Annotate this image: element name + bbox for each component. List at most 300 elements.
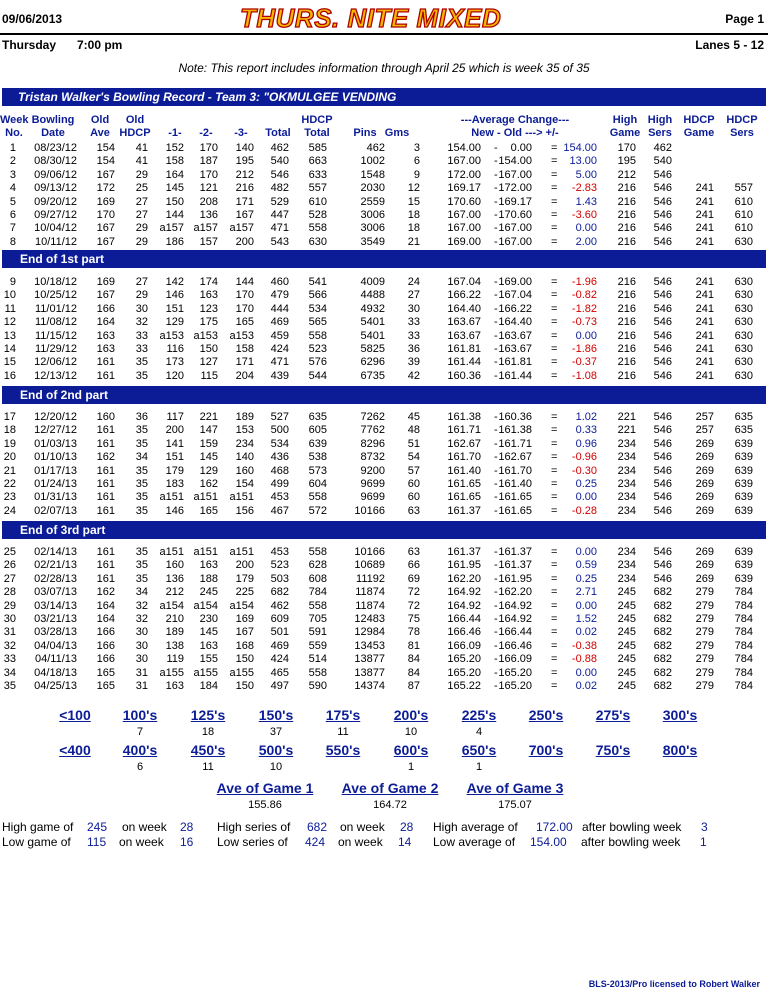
cell-date: 03/21/13 — [34, 613, 77, 625]
game-count-label: 200's — [393, 707, 429, 723]
col-hdcp-total-line2: Total — [304, 127, 330, 139]
cell-new-avg: 167.00 — [447, 155, 481, 168]
avg-equals: = — [551, 666, 558, 679]
cell-old-avg: 163.67 — [498, 343, 532, 355]
cell-total: 529 — [270, 195, 289, 208]
cell-total: 453 — [270, 546, 289, 558]
cell-old-avg: 166.22 — [498, 302, 532, 315]
cell-high-series: 546 — [653, 168, 672, 181]
cell-week: 24 — [3, 504, 16, 517]
cell-game3: 156 — [235, 504, 254, 517]
cell-old-avg: 161.70 — [498, 464, 532, 477]
cell-old-hdcp: 35 — [135, 478, 148, 490]
cell-hdcp-total: 566 — [308, 289, 327, 302]
cell-avg-change: 0.00 — [575, 222, 597, 235]
game-average-label: Ave of Game 3 — [466, 780, 564, 796]
avg-dash: - — [494, 464, 498, 477]
cell-high-game: 234 — [617, 491, 636, 504]
avg-equals: = — [551, 653, 558, 666]
cell-avg-change: 1.43 — [575, 195, 597, 208]
cell-hdcp-series: 784 — [734, 639, 753, 652]
cell-new-avg: 161.44 — [447, 356, 481, 369]
avg-equals: = — [551, 222, 558, 235]
table-row — [0, 613, 768, 625]
cell-hdcp-series: 630 — [734, 356, 753, 369]
cell-game2: 129 — [199, 464, 218, 477]
cell-avg-change: 13.00 — [569, 155, 597, 168]
cell-old-ave: 163 — [96, 329, 115, 342]
cell-high-game: 216 — [617, 209, 636, 221]
cell-game1: 136 — [165, 572, 184, 585]
cell-hdcp-total: 538 — [308, 451, 327, 464]
cell-total: 436 — [270, 451, 289, 464]
game-count-value: 37 — [269, 726, 283, 738]
cell-hdcp-total: 639 — [308, 437, 327, 450]
cell-pins: 9699 — [360, 478, 385, 490]
cell-hdcp-total: 514 — [308, 653, 327, 666]
col-hdcp-game — [680, 114, 718, 140]
high-avg-week-label: after bowling week — [582, 820, 682, 834]
cell-hdcp-total: 605 — [308, 424, 327, 437]
section-bar — [2, 521, 766, 539]
avg-dash: - — [494, 613, 498, 625]
league-time: 7:00 pm — [77, 38, 123, 52]
cell-hdcp-series: 630 — [734, 369, 753, 382]
cell-hdcp-game: 241 — [695, 182, 714, 195]
cell-date: 08/23/12 — [34, 142, 77, 154]
avg-equals: = — [551, 613, 558, 625]
cell-date: 10/04/12 — [34, 222, 77, 235]
avg-dash: - — [494, 329, 498, 342]
cell-hdcp-series: 639 — [734, 437, 753, 450]
table-row — [0, 586, 768, 598]
cell-high-series: 546 — [653, 504, 672, 517]
cell-pins: 14374 — [354, 680, 385, 692]
series-count-label: 550's — [325, 742, 361, 758]
cell-game1: 183 — [165, 478, 184, 490]
avg-equals: = — [551, 356, 558, 369]
table-row — [0, 236, 768, 248]
cell-hdcp-game: 269 — [695, 546, 714, 558]
avg-equals: = — [551, 504, 558, 517]
cell-old-ave: 172 — [96, 182, 115, 195]
avg-dash: - — [494, 546, 498, 558]
avg-equals: = — [551, 680, 558, 692]
col-date — [28, 114, 78, 140]
cell-high-series: 682 — [653, 680, 672, 692]
high-avg-label: High average of — [433, 820, 518, 834]
cell-hdcp-total: 590 — [308, 680, 327, 692]
cell-hdcp-game: 241 — [695, 356, 714, 369]
cell-game3: 169 — [235, 613, 254, 625]
cell-old-avg: 166.44 — [498, 626, 532, 639]
cell-old-hdcp: 31 — [135, 680, 148, 692]
cell-game2: 163 — [199, 289, 218, 302]
series-count-value: 10 — [269, 761, 283, 773]
table-row — [0, 626, 768, 638]
cell-week: 21 — [3, 464, 16, 477]
col-week-line1: Week — [0, 114, 29, 126]
game-count-label: 100's — [122, 707, 158, 723]
cell-high-series: 682 — [653, 626, 672, 639]
cell-hdcp-total: 576 — [308, 356, 327, 369]
cell-date: 02/21/13 — [34, 559, 77, 572]
cell-high-series: 682 — [653, 599, 672, 612]
cell-old-avg: 0.00 — [510, 142, 532, 154]
game-average-label: Ave of Game 2 — [341, 780, 439, 796]
cell-pins: 4488 — [360, 289, 385, 302]
cell-total: 540 — [270, 155, 289, 168]
game-count-label: 225's — [461, 707, 497, 723]
cell-total: 424 — [270, 343, 289, 355]
avg-dash: - — [494, 478, 498, 490]
cell-old-avg: 161.40 — [498, 478, 532, 490]
cell-new-avg: 164.92 — [447, 586, 481, 599]
cell-game2: 221 — [199, 411, 218, 423]
cell-old-hdcp: 27 — [135, 209, 148, 221]
cell-high-game: 234 — [617, 572, 636, 585]
cell-hdcp-series: 630 — [734, 289, 753, 302]
cell-games: 24 — [407, 276, 420, 288]
avg-dash: - — [494, 276, 498, 288]
avg-dash: - — [494, 209, 498, 221]
cell-week: 26 — [3, 559, 16, 572]
cell-hdcp-game: 241 — [695, 302, 714, 315]
col-old-hdcp — [116, 114, 154, 140]
cell-old-avg: 169.17 — [498, 195, 532, 208]
cell-old-ave: 163 — [96, 343, 115, 355]
page-number: Page 1 — [725, 12, 764, 26]
game-count-label: 125's — [190, 707, 226, 723]
cell-game2: a151 — [193, 546, 218, 558]
cell-old-avg: 165.20 — [498, 666, 532, 679]
cell-game1: 146 — [165, 504, 184, 517]
section-title: End of 2nd part — [20, 388, 108, 402]
cell-game2: 170 — [199, 142, 218, 154]
cell-avg-change: 2.71 — [575, 586, 597, 599]
cell-pins: 13453 — [354, 639, 385, 652]
cell-old-ave: 167 — [96, 222, 115, 235]
cell-hdcp-total: 523 — [308, 343, 327, 355]
high-series-week-label: on week — [340, 820, 385, 834]
cell-game3: 179 — [235, 572, 254, 585]
cell-game2: 174 — [199, 276, 218, 288]
cell-new-avg: 166.22 — [447, 289, 481, 302]
cell-old-ave: 161 — [96, 491, 115, 504]
cell-high-game: 234 — [617, 478, 636, 490]
cell-pins: 8732 — [360, 451, 385, 464]
cell-hdcp-game: 269 — [695, 478, 714, 490]
cell-avg-change: 0.02 — [575, 626, 597, 639]
cell-hdcp-series: 639 — [734, 572, 753, 585]
cell-new-avg: 161.37 — [447, 546, 481, 558]
cell-old-avg: 160.36 — [498, 411, 532, 423]
cell-hdcp-series: 784 — [734, 666, 753, 679]
cell-game1: 151 — [165, 302, 184, 315]
cell-new-avg: 161.95 — [447, 559, 481, 572]
cell-games: 18 — [407, 209, 420, 221]
low-avg-label: Low average of — [433, 835, 516, 849]
avg-dash: - — [494, 302, 498, 315]
low-game-value: 115 — [87, 835, 107, 849]
cell-hdcp-total: 559 — [308, 639, 327, 652]
cell-game1: 116 — [166, 343, 184, 355]
cell-date: 01/31/13 — [34, 491, 77, 504]
avg-dash: - — [494, 289, 498, 302]
cell-game2: 127 — [199, 356, 218, 369]
col-week — [0, 114, 28, 140]
cell-high-game: 216 — [617, 235, 636, 248]
table-row — [0, 343, 768, 355]
cell-game3: 170 — [235, 302, 254, 315]
cell-total: 469 — [270, 316, 289, 329]
cell-avg-change: -0.82 — [571, 289, 597, 302]
table-row — [0, 222, 768, 234]
league-day: Thursday — [2, 38, 57, 52]
cell-high-game: 216 — [617, 302, 636, 315]
cell-total: 682 — [270, 586, 289, 599]
cell-game1: a153 — [159, 329, 184, 342]
cell-hdcp-series: 630 — [734, 302, 753, 315]
cell-old-ave: 170 — [96, 209, 115, 221]
cell-hdcp-total: 541 — [308, 276, 327, 288]
cell-old-avg: 166.46 — [498, 639, 532, 652]
cell-old-avg: 164.40 — [498, 316, 532, 329]
col-hdcp-sers-line2: Sers — [730, 127, 754, 139]
cell-game1: a151 — [159, 491, 184, 504]
game-count-label: 250's — [528, 707, 564, 723]
cell-game1: a154 — [159, 599, 184, 612]
cell-week: 29 — [3, 599, 16, 612]
cell-games: 81 — [407, 639, 420, 652]
col-high-game-line2: Game — [609, 127, 641, 139]
cell-game1: 120 — [165, 369, 184, 382]
avg-dash: - — [494, 437, 498, 450]
cell-high-series: 682 — [653, 666, 672, 679]
cell-hdcp-series: 639 — [734, 464, 753, 477]
cell-avg-change: -1.96 — [571, 276, 597, 288]
cell-hdcp-total: 528 — [308, 209, 327, 221]
cell-high-game: 245 — [617, 626, 636, 639]
table-row — [0, 573, 768, 585]
table-row — [0, 640, 768, 652]
cell-hdcp-total: 630 — [308, 235, 327, 248]
col-hdcp-total — [295, 114, 339, 140]
cell-game1: 210 — [165, 613, 184, 625]
cell-pins: 12483 — [354, 613, 385, 625]
cell-game3: 153 — [235, 424, 254, 437]
cell-new-avg: 161.40 — [447, 464, 481, 477]
cell-date: 03/07/13 — [34, 586, 77, 599]
cell-week: 14 — [3, 343, 16, 355]
cell-old-avg: 161.38 — [498, 424, 532, 437]
cell-old-ave: 169 — [96, 195, 115, 208]
cell-game1: 179 — [165, 464, 184, 477]
cell-old-ave: 166 — [96, 302, 115, 315]
cell-hdcp-game: 241 — [695, 289, 714, 302]
cell-high-game: 234 — [617, 464, 636, 477]
cell-date: 01/24/13 — [34, 478, 77, 490]
cell-game3: 171 — [235, 356, 254, 369]
cell-date: 03/28/13 — [34, 626, 77, 639]
cell-hdcp-total: 573 — [308, 464, 327, 477]
cell-week: 11 — [4, 302, 16, 315]
cell-total: 462 — [270, 142, 289, 154]
cell-game1: 158 — [165, 155, 184, 168]
avg-equals: = — [551, 329, 558, 342]
cell-hdcp-game: 257 — [695, 411, 714, 423]
high-series-value: 682 — [307, 820, 328, 834]
cell-high-game: 216 — [617, 195, 636, 208]
license-footer: BLS-2013/Pro licensed to Robert Walker — [588, 979, 760, 989]
table-row — [0, 667, 768, 679]
cell-hdcp-series: 610 — [734, 195, 753, 208]
cell-total: 460 — [270, 276, 289, 288]
cell-game2: 165 — [199, 504, 218, 517]
cell-game2: 115 — [200, 369, 218, 382]
cell-game3: 150 — [235, 653, 254, 666]
table-row — [0, 600, 768, 612]
cell-old-ave: 161 — [96, 572, 115, 585]
cell-hdcp-game: 241 — [695, 195, 714, 208]
low-game-week-label: on week — [119, 835, 164, 849]
cell-high-series: 546 — [653, 546, 672, 558]
avg-equals: = — [551, 369, 558, 382]
cell-pins: 11874 — [355, 599, 385, 612]
cell-game1: a155 — [159, 666, 184, 679]
cell-old-avg: 167.00 — [498, 235, 532, 248]
cell-game2: 136 — [199, 209, 218, 221]
cell-date: 01/17/13 — [34, 464, 77, 477]
top-rule — [0, 33, 768, 35]
cell-week: 22 — [3, 478, 16, 490]
cell-avg-change: 0.25 — [575, 478, 597, 490]
cell-pins: 10166 — [354, 546, 385, 558]
cell-high-series: 546 — [653, 572, 672, 585]
cell-week: 7 — [9, 222, 16, 235]
cell-old-hdcp: 25 — [135, 182, 148, 195]
avg-dash: - — [494, 559, 498, 572]
cell-hdcp-total: 628 — [308, 559, 327, 572]
cell-games: 42 — [407, 369, 420, 382]
cell-high-series: 682 — [653, 653, 672, 666]
cell-hdcp-game: 257 — [695, 424, 714, 437]
cell-date: 09/27/12 — [34, 209, 77, 221]
avg-dash: - — [494, 680, 498, 692]
cell-hdcp-total: 604 — [308, 478, 327, 490]
cell-hdcp-total: 558 — [308, 599, 327, 612]
cell-old-ave: 164 — [96, 613, 115, 625]
cell-game3: 195 — [235, 155, 254, 168]
cell-old-ave: 161 — [96, 504, 115, 517]
cell-high-series: 546 — [653, 437, 672, 450]
avg-dash: - — [494, 599, 498, 612]
cell-week: 8 — [9, 235, 16, 248]
section-bar — [2, 250, 766, 268]
table-row — [0, 465, 768, 477]
table-row — [0, 169, 768, 181]
high-avg-value: 172.00 — [536, 820, 573, 834]
cell-new-avg: 170.60 — [447, 195, 481, 208]
cell-game3: 140 — [235, 142, 254, 154]
cell-week: 3 — [9, 168, 16, 181]
cell-old-ave: 162 — [96, 451, 115, 464]
cell-old-avg: 161.44 — [498, 369, 532, 382]
cell-high-series: 546 — [653, 356, 672, 369]
cell-games: 75 — [407, 613, 420, 625]
bowler-bar-text: Tristan Walker's Bowling Record - Team 3: "OKMULGEE VENDING — [18, 90, 397, 104]
low-series-week-value: 14 — [398, 835, 412, 849]
cell-old-ave: 161 — [96, 424, 115, 437]
cell-high-series: 546 — [653, 316, 672, 329]
cell-game2: 147 — [199, 424, 218, 437]
cell-high-game: 216 — [617, 316, 636, 329]
cell-new-avg: 166.09 — [447, 639, 481, 652]
cell-games: 84 — [407, 666, 420, 679]
cell-hdcp-game: 279 — [695, 613, 714, 625]
section-title: End of 3rd part — [20, 523, 106, 537]
cell-hdcp-series: 630 — [734, 276, 753, 288]
avg-equals: = — [551, 639, 558, 652]
bowler-bar — [2, 88, 766, 106]
series-count-label: <400 — [59, 742, 91, 758]
high-game-week-label: on week — [122, 820, 167, 834]
table-row — [0, 411, 768, 423]
table-row — [0, 209, 768, 221]
col-pins: Pins — [353, 127, 377, 139]
avg-dash: - — [494, 142, 498, 154]
cell-total: 468 — [270, 464, 289, 477]
cell-avg-change: 0.00 — [575, 666, 597, 679]
cell-games: 87 — [407, 680, 420, 692]
game-count-value: 4 — [475, 726, 483, 738]
cell-date: 04/11/13 — [34, 653, 77, 666]
cell-total: 459 — [270, 329, 289, 342]
cell-week: 23 — [3, 491, 16, 504]
table-row — [0, 546, 768, 558]
cell-pins: 1548 — [360, 168, 385, 181]
cell-game2: 162 — [199, 478, 218, 490]
cell-pins: 3006 — [360, 222, 385, 235]
cell-game1: 145 — [165, 182, 184, 195]
cell-hdcp-game: 241 — [695, 343, 714, 355]
cell-week: 28 — [3, 586, 16, 599]
cell-hdcp-total: 663 — [308, 155, 327, 168]
cell-date: 04/25/13 — [34, 680, 77, 692]
series-count-label: 500's — [258, 742, 294, 758]
cell-game1: 160 — [165, 559, 184, 572]
avg-dash: - — [494, 411, 498, 423]
avg-dash: - — [494, 491, 498, 504]
cell-avg-change: -0.30 — [571, 464, 597, 477]
cell-game2: 184 — [199, 680, 218, 692]
cell-high-series: 546 — [653, 424, 672, 437]
table-row — [0, 155, 768, 167]
cell-old-hdcp: 29 — [135, 289, 148, 302]
avg-dash: - — [494, 653, 498, 666]
cell-games: 72 — [407, 586, 420, 599]
cell-game3: 167 — [235, 209, 254, 221]
cell-pins: 11192 — [356, 572, 385, 585]
cell-old-ave: 161 — [96, 546, 115, 558]
cell-game3: 140 — [235, 451, 254, 464]
cell-game1: a151 — [159, 546, 184, 558]
cell-hdcp-game: 241 — [695, 369, 714, 382]
cell-avg-change: 0.25 — [575, 572, 597, 585]
cell-new-avg: 165.22 — [447, 680, 481, 692]
cell-old-ave: 154 — [96, 155, 115, 168]
cell-week: 4 — [9, 182, 16, 195]
